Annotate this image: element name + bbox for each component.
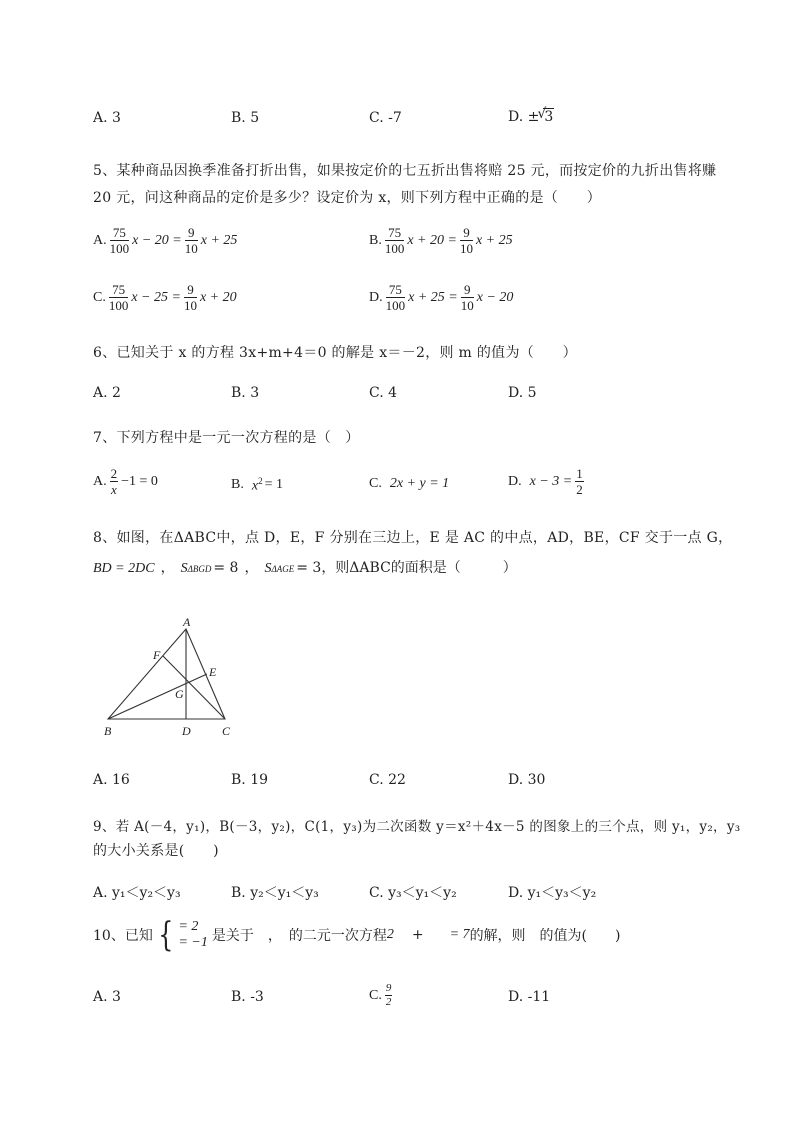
q8-area2-value: = 3 (296, 560, 322, 576)
q8-option-b: B. 19 (231, 772, 269, 788)
q10-line (93, 915, 621, 955)
option-d-prefix: D. ± (508, 108, 540, 125)
q6-option-b: B. 3 (231, 385, 260, 401)
option-b: B. 5 (231, 110, 260, 126)
q6-option-d: D. 5 (508, 385, 537, 401)
label-c: C (222, 724, 231, 738)
q10-option-b: B. -3 (231, 989, 264, 1005)
denominator: 2 (385, 996, 392, 1008)
q5-a-label: A. (93, 232, 107, 248)
sqrt-radicand: 3 (544, 109, 554, 125)
q7-text: 7、下列方程中是一元一次方程的是（ ） (93, 430, 360, 446)
q7-option-d (508, 467, 585, 496)
numerator: 9 (185, 226, 198, 241)
sqrt-sign-icon: √ (537, 106, 547, 122)
option-d (508, 108, 554, 125)
denominator: 10 (460, 298, 474, 313)
q5-a-middle: x − 20 = (132, 232, 182, 248)
q9-option-b: B. y₂＜y₁＜y₃ (231, 885, 319, 901)
q5-option-b (369, 226, 513, 255)
q5-option-c (93, 283, 237, 312)
q10-option-a: A. 3 (93, 989, 121, 1005)
q7-b-label: B. (231, 477, 244, 493)
denominator: 10 (459, 241, 473, 256)
numerator: 9 (184, 283, 197, 298)
q5-c-label: C. (93, 289, 106, 305)
denominator: 10 (183, 298, 197, 313)
triangle-abc (108, 629, 225, 719)
label-a: A (183, 615, 191, 629)
q5-b-label: B. (369, 232, 382, 248)
q5-c-end: x + 20 (199, 289, 237, 305)
q7-c-equation: 2x + y = 1 (389, 476, 450, 491)
q7-a-label: A. (93, 473, 107, 489)
label-f: F (153, 648, 161, 662)
q10-system-row1: = 2 (178, 918, 199, 934)
q7-c-label: C. (369, 476, 382, 491)
q9-option-a: A. y₁＜y₂＜y₃ (93, 885, 181, 901)
q10-plus: + (411, 927, 424, 943)
q5-option-a (93, 226, 237, 255)
q10-option-c (369, 983, 393, 1008)
fraction (385, 983, 393, 1008)
q7-b-exponent: 2 (258, 476, 263, 486)
q7-d-label: D. (508, 473, 522, 489)
numerator: 2 (110, 466, 118, 481)
q7-b-rest: = 1 (264, 477, 283, 493)
q7-option-a (93, 467, 158, 496)
q10-system-row2: = −1 (178, 935, 208, 950)
triangle-figure (95, 612, 245, 742)
q5-b-end: x + 25 (475, 232, 513, 248)
q9-line1: 9、若 A(－4，y₁)，B(－3，y₂)，C(1，y₃)为二次函数 y＝x²＋4x－5 的图象上的三个点，则 y₁，y₂，y₃ (93, 819, 741, 835)
fraction (386, 283, 406, 312)
q8-line1: 8、如图，在ΔABC中，点 D，E，F 分别在三边上，E 是 AC 的中点，AD，BE，CF 交于一点 G， (93, 530, 733, 546)
label-d: D (182, 724, 191, 738)
denominator: 100 (384, 241, 405, 256)
q10-c-label: C. (369, 987, 382, 1003)
q7-option-b (231, 476, 283, 495)
fraction (575, 467, 584, 496)
q10-system (178, 919, 207, 951)
q8-option-d: D. 30 (508, 772, 546, 788)
fraction (385, 226, 405, 255)
q8-line2: BD = 2DC ， S ΔBGD = 8 ， S ΔAGE = 3 ，则ΔABC的面积是（ ） (93, 557, 517, 577)
q5-d-label: D. (369, 289, 383, 305)
denominator: 100 (109, 241, 130, 256)
q10-eq7: = 7 (449, 927, 470, 942)
option-c: C. -7 (369, 110, 402, 126)
q8-option-a: A. 16 (93, 772, 130, 788)
q7-option-c (369, 476, 449, 492)
q10-tail: 的解，则 的值为( ) (469, 928, 621, 944)
label-g: G (175, 687, 184, 701)
q5-option-d (369, 283, 513, 312)
q5-a-end: x + 25 (200, 232, 238, 248)
q9-option-d: D. y₁＜y₃＜y₂ (508, 885, 597, 901)
q6-option-c: C. 4 (369, 385, 398, 401)
fraction (185, 226, 198, 255)
fraction (110, 226, 130, 255)
numerator: 75 (109, 283, 129, 298)
q10-coef: 2 (386, 927, 394, 942)
fraction (460, 226, 473, 255)
denominator: 100 (108, 298, 129, 313)
numerator: 9 (461, 283, 474, 298)
q8-area2-sub: ΔAGE (271, 564, 295, 574)
sqrt-radical (537, 106, 554, 125)
denominator: 10 (184, 241, 198, 256)
numerator: 75 (110, 226, 130, 241)
q8-area1-value: = 8 (213, 560, 239, 576)
q5-d-middle: x + 25 = (408, 289, 458, 305)
q7-a-rest: −1 = 0 (121, 473, 158, 489)
label-e: E (209, 665, 217, 679)
numerator: 9 (460, 226, 473, 241)
fraction (109, 283, 129, 312)
numerator: 75 (386, 283, 406, 298)
q10-prefix: 10、已知 (93, 928, 153, 944)
denominator: 2 (576, 482, 583, 497)
denominator: x (110, 482, 117, 497)
fraction (461, 283, 474, 312)
q8-area1-symbol: S (180, 561, 188, 576)
q7-b-base: x (251, 478, 259, 494)
q5-line1: 5、某种商品因换季准备打折出售，如果按定价的七五折出售将赔 25 元，而按定价的九折出售将赚 (93, 163, 717, 179)
q5-b-middle: x + 20 = (407, 232, 457, 248)
segment-be (108, 674, 207, 719)
numerator: 9 (385, 982, 392, 994)
numerator: 1 (576, 466, 583, 481)
q8-area1-sub: ΔBGD (187, 564, 212, 574)
q7-d-equation: x − 3 = (529, 473, 573, 489)
q6-option-a: A. 2 (93, 385, 121, 401)
brace-icon: { (158, 915, 174, 955)
fraction (184, 283, 197, 312)
option-a: A. 3 (93, 110, 121, 126)
q8-bd-relation: BD = 2DC (93, 561, 155, 576)
q8-area2-symbol: S (264, 561, 272, 576)
q8-option-c: C. 22 (369, 772, 406, 788)
fraction (110, 467, 119, 496)
q9-option-c: C. y₃＜y₁＜y₂ (369, 885, 457, 901)
denominator: 100 (385, 298, 406, 313)
q10-option-d: D. -11 (508, 989, 551, 1005)
q10-middle: 是关于 ， 的二元一次方程 (211, 928, 387, 944)
q5-c-middle: x − 25 = (131, 289, 181, 305)
q5-d-end: x − 20 (476, 289, 514, 305)
q8-tail: ，则ΔABC的面积是（ ） (321, 560, 517, 576)
numerator: 75 (385, 226, 405, 241)
q9-line2: 的大小关系是( ) (93, 843, 219, 859)
label-b: B (104, 724, 112, 738)
q5-line2: 20 元，问这种商品的定价是多少？设定价为 x，则下列方程中正确的是（ ） (93, 190, 602, 206)
q6-text: 6、已知关于 x 的方程 3x+m+4＝0 的解是 x＝－2，则 m 的值为（ ） (93, 345, 577, 361)
